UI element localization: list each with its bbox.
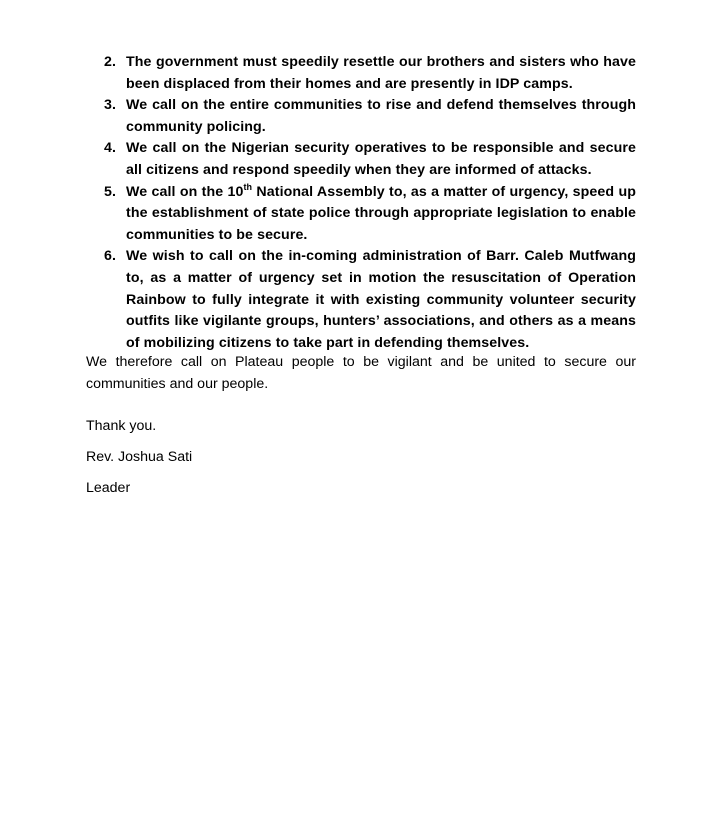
- list-item-number: 3.: [104, 97, 117, 114]
- closing-paragraph: We therefore call on Plateau people to be vigilant and be united to secure our communities and our people.: [86, 354, 636, 392]
- list-item-text: We call on the Nigerian security operatives to be responsible and secure all citizens and respond speedily when they are informed of attacks.: [126, 140, 636, 178]
- list-item: [86, 95, 636, 138]
- list-item-text: The government must speedily resettle our brothers and sisters who have been displaced from their homes and are presently in IDP camps.: [126, 54, 636, 92]
- list-item-number: 5.: [104, 183, 117, 200]
- list-item-text: We call on the entire communities to rise and defend themselves through community policing.: [126, 97, 636, 135]
- list-item-number: 4.: [104, 140, 117, 157]
- thanks-line: Thank you.: [86, 418, 157, 434]
- demands-list: [86, 52, 636, 354]
- signatory-name: Rev. Joshua Sati: [86, 449, 193, 465]
- list-item-text-before: We call on the 10: [126, 183, 244, 200]
- list-item: [86, 182, 636, 247]
- ordinal-superscript: th: [243, 181, 253, 192]
- list-item-text: [126, 181, 636, 243]
- list-item-number: 6.: [104, 248, 117, 265]
- list-item-number: 2.: [104, 54, 117, 70]
- list-item: [86, 246, 636, 354]
- list-item-text-after: National Assembly to, as a matter of urgency, speed up the establishment of state police through appropriate legislation to enable communities to be secure.: [126, 183, 636, 243]
- list-item: [86, 138, 636, 181]
- signatory-title: Leader: [86, 480, 131, 496]
- list-item: [86, 52, 636, 95]
- list-item-text: We wish to call on the in-coming administration of Barr. Caleb Mutfwang to, as a matter of urgency set in motion the resuscitation of Operation Rainbow to fully integrate it with existing community volunteer security outfits like vigilante groups, hunters’ associations, and others as a means of mobilizing citizens to take part in defending themselves.: [126, 248, 636, 351]
